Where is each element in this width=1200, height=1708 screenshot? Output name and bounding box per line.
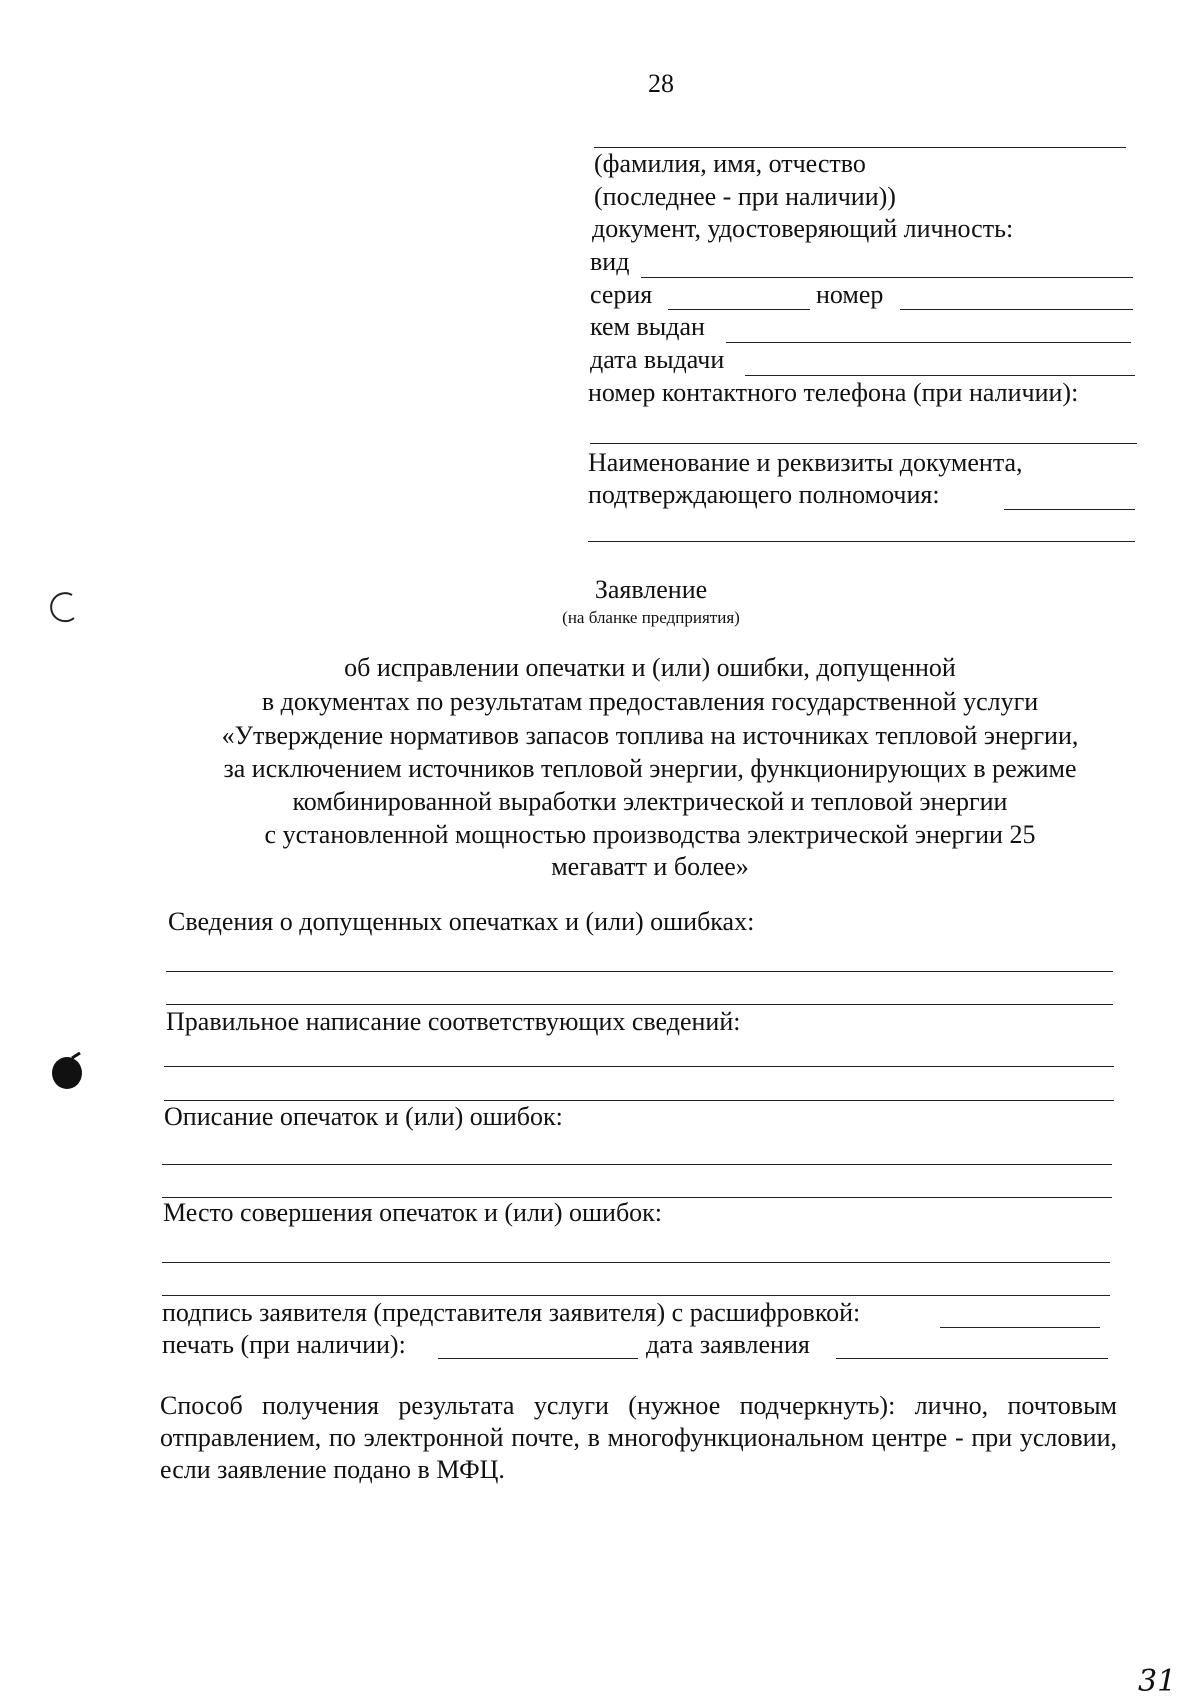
seria-label: серия [590,280,653,309]
vid-field[interactable] [641,277,1133,278]
statement-line-6: с установленной мощностью производства электрической энергии 25 [264,820,1036,849]
date-field[interactable] [836,1358,1108,1359]
phone-label: номер контактного телефона (при наличии): [588,378,1079,407]
vid-label: вид [590,247,630,276]
page-number: 28 [648,69,674,98]
seria-field[interactable] [668,309,810,310]
errors-info-field-2[interactable] [166,1004,1113,1005]
id-doc-label: документ, удостоверяющий личность: [592,214,1014,243]
signature-label: подпись заявителя (представителя заявителя) с расшифровкой: [162,1298,861,1327]
authority-doc-title-1: Наименование и реквизиты документа, [588,448,1023,477]
statement-line-4: за исключением источников тепловой энергии, функционирующих в режиме [223,754,1077,783]
authority-doc-field[interactable] [1004,509,1135,510]
result-method-paragraph: Способ получения результата услуги (нужное подчеркнуть): лично, почтовым отправлением, по электронной почте, в многофункциональном центре - при условии, если заявление подано в МФЦ. [160,1391,1117,1484]
statement-line-3: «Утверждение нормативов запасов топлива на источниках тепловой энергии, [221,721,1079,750]
place-field-1[interactable] [162,1262,1110,1263]
errors-info-field-1[interactable] [166,971,1113,972]
description-label: Описание опечаток и (или) ошибок: [164,1102,563,1131]
stamp-field[interactable] [438,1358,638,1359]
stamp-label: печать (при наличии): [162,1330,406,1359]
nomer-label: номер [816,280,884,309]
data-vydachi-field[interactable] [745,375,1135,376]
description-field-1[interactable] [162,1164,1112,1165]
fio-label: (фамилия, имя, отчество [594,149,866,178]
authority-doc-title-2: подтверждающего полномочия: [588,480,940,509]
fio-label-2: (последнее - при наличии)) [594,182,896,211]
phone-field[interactable] [590,443,1137,444]
nomer-field[interactable] [900,309,1133,310]
margin-circle-mark [42,588,82,628]
punch-hole-mark [50,1052,86,1092]
statement-line-2: в документах по результатам предоставления государственной услуги [261,687,1039,716]
handwritten-page-number: 31 [1138,1664,1177,1699]
kem-vydan-field[interactable] [726,342,1131,343]
date-label: дата заявления [646,1330,810,1359]
authority-doc-field-2[interactable] [588,541,1135,542]
correct-spelling-field-1[interactable] [164,1066,1114,1067]
statement-line-7: мегаватт и более» [551,852,749,881]
errors-info-label: Сведения о допущенных опечатках и (или) ошибках: [168,907,755,936]
statement-line-5: комбинированной выработки электрической и тепловой энергии [292,787,1008,816]
statement-subtitle: (на бланке предприятия) [562,608,740,627]
kem-vydan-label: кем выдан [590,312,705,341]
statement-title: Заявление [594,575,708,604]
place-field-2[interactable] [162,1295,1110,1296]
place-label: Место совершения опечаток и (или) ошибок: [163,1198,663,1227]
data-vydachi-label: дата выдачи [590,345,725,374]
statement-line-1: об исправлении опечатки и (или) ошибки, допущенной [344,653,956,682]
signature-field[interactable] [940,1327,1100,1328]
correct-spelling-label: Правильное написание соответствующих сведений: [166,1007,741,1036]
